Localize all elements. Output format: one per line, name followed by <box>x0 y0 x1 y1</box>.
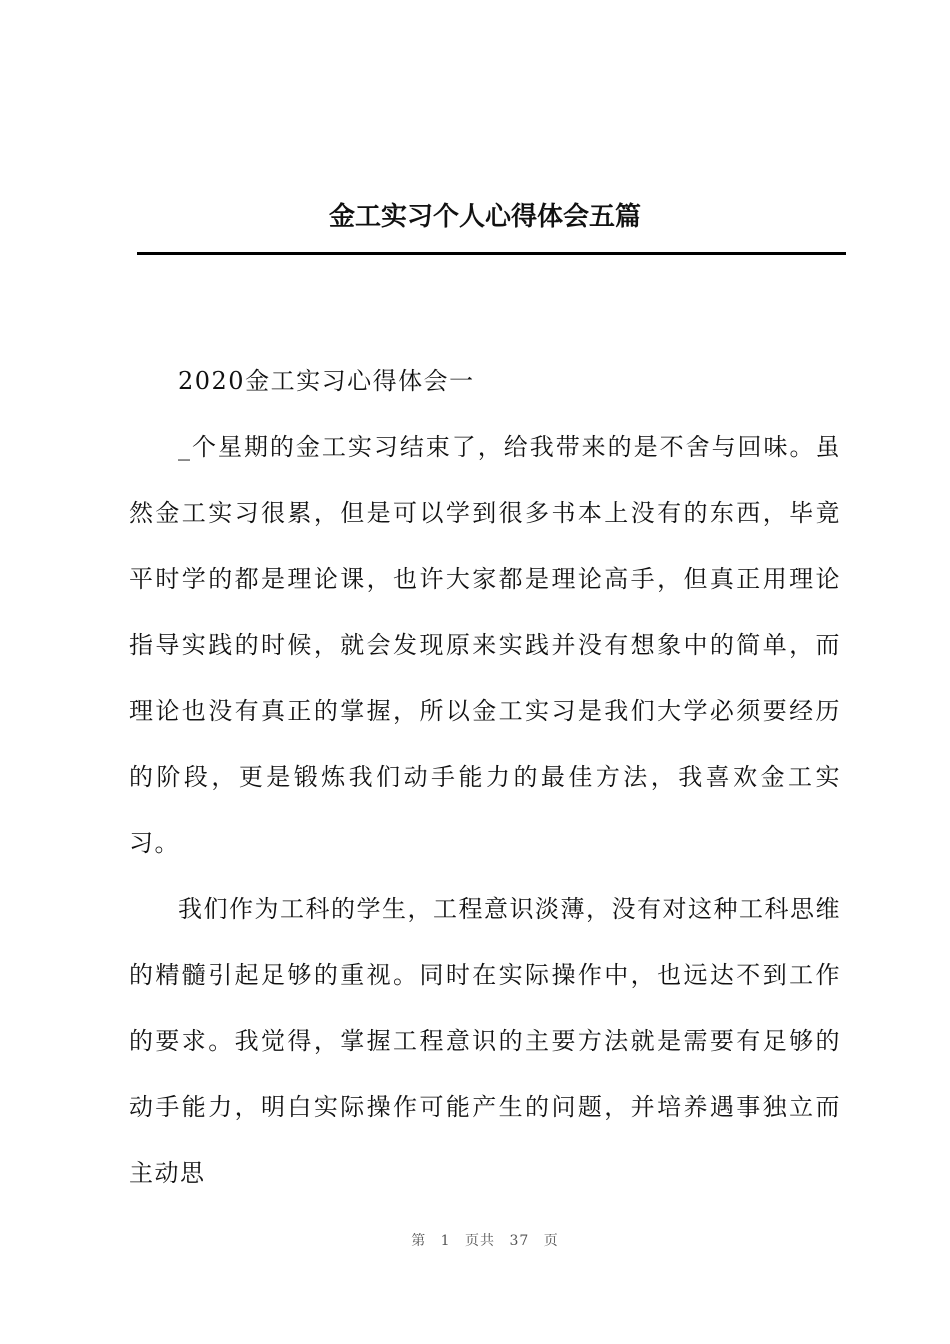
document-title: 金工实习个人心得体会五篇 <box>328 202 641 232</box>
document-body <box>129 348 841 1206</box>
section-heading: 2020金工实习心得体会一 <box>178 367 475 395</box>
body-paragraph: _个星期的金工实习结束了，给我带来的是不舍与回味。虽然金工实习很累，但是可以学到很多书本上没有的东西，毕竟平时学的都是理论课，也许大家都是理论高手，但真正用理论指导实践的时候，就会发现原来实践并没有想象中的简单，而理论也没有真正的掌握，所以金工实习是我们大学必须要经历的阶段，更是锻炼我们动手能力的最佳方法，我喜欢金工实习。 <box>129 433 841 857</box>
body-paragraph: 我们作为工科的学生，工程意识淡薄，没有对这种工科思维的精髓引起足够的重视。同时在实际操作中，也远达不到工作的要求。我觉得，掌握工程意识的主要方法就是需要有足够的动手能力，明白实际操作可能产生的问题，并培养遇事独立而主动思 <box>129 895 841 1187</box>
title-underline <box>137 252 846 255</box>
page-number-footer: 第 1 页共 37 页 <box>411 1233 559 1249</box>
